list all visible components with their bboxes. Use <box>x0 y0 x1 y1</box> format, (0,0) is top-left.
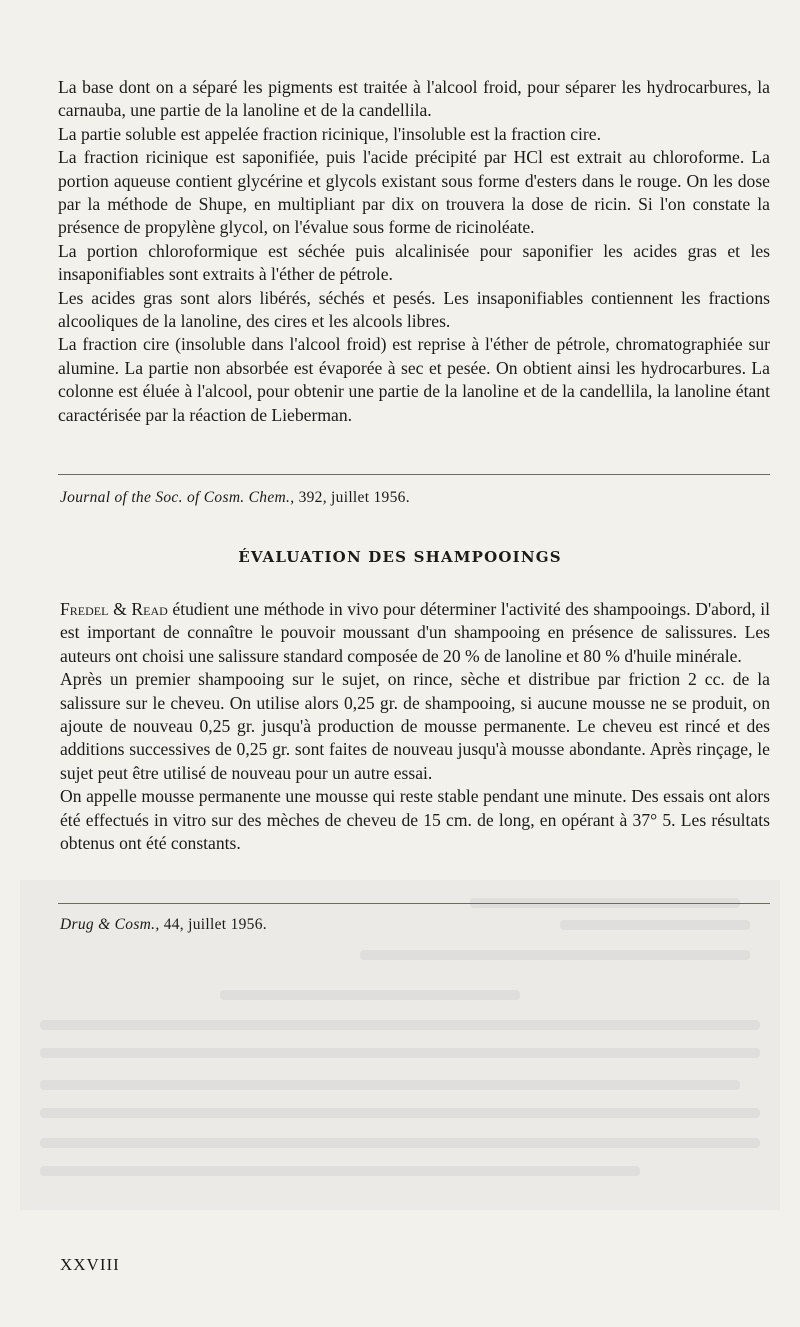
section-body <box>60 598 770 855</box>
page-number: XXVIII <box>60 1255 120 1274</box>
paragraph <box>60 598 770 668</box>
citation-details: 44, juillet 1956. <box>163 916 267 933</box>
paragraph: La portion chloroformique est séchée puis alcalinisée pour saponifier les acides gras et les insaponifiables sont extraits à l'éther de pétrole. <box>58 240 770 285</box>
journal-name: Drug & Cosm., <box>60 916 160 933</box>
paragraph: La fraction cire (insoluble dans l'alcool froid) est reprise à l'éther de pétrole, chromatographiée sur alumine. La partie non absorbée est évaporée à sec et pesée. On obtient ainsi les hydrocarbures. La colonne est éluée à l'alcool, pour obtenir une partie de la lanoline et de la candellila, la lanoline étant caractérisée par la réaction de Lieberman. <box>58 334 770 425</box>
divider-rule <box>58 474 770 475</box>
paragraph: La base dont on a séparé les pigments est traitée à l'alcool froid, pour séparer les hydrocarbures, la carnauba, une partie de la lanoline et de la candellila. <box>58 77 770 121</box>
reference-citation <box>60 916 267 934</box>
paragraph: On appelle mousse permanente une mousse qui reste stable pendant une minute. Des essais ont alors été effectués in vitro sur des mèches de cheveu de 15 cm. de long, en opérant à 37° 5. Les résultats obtenus ont été constants. <box>60 786 770 854</box>
body-text-block <box>58 76 770 427</box>
paragraph: La fraction ricinique est saponifiée, puis l'acide précipité par HCl est extrait au chloroforme. La portion aqueuse contient glycérine et glycols existant sous forme d'esters dans le rouge. On les dose par la méthode de Shupe, en multipliant par dix on trouvera la dose de ricin. Si l'on constate la présence de propylène glycol, on l'évalue sous forme de ricinoléate. <box>58 147 770 238</box>
reference-citation <box>60 489 410 507</box>
paragraph: Les acides gras sont alors libérés, séchés et pesés. Les insaponifiables contiennent les fractions alcooliques de la lanoline, des cires et les alcools libres. <box>58 287 770 332</box>
paragraph: La partie soluble est appelée fraction ricinique, l'insoluble est la fraction cire. <box>58 123 601 144</box>
authors: Fredel & Read <box>60 599 168 619</box>
paragraph-text: étudient une méthode in vivo pour déterminer l'activité des shampooings. D'abord, il est important de connaître le pouvoir moussant d'un shampooing en présence de salissures. Les auteurs ont choisi une salissure standard composée de 20 % de lanoline et 80 % d'huile minérale. <box>60 599 770 666</box>
section-heading: ÉVALUATION DES SHAMPOOINGS <box>238 548 562 566</box>
paragraph: Après un premier shampooing sur le sujet, on rince, sèche et distribue par friction 2 cc. de la salissure sur le cheveu. On utilise alors 0,25 gr. de shampooing, si aucune mousse ne se produit, on ajoute de nouveau 0,25 gr. jusqu'à production de mousse permanente. Le cheveu est rincé et des additions successives de 0,25 gr. sont faites de nouveau jusqu'à mousse abondante. Après rinçage, le sujet peut être utilisé de nouveau pour un autre essai. <box>60 669 770 783</box>
journal-name: Journal of the Soc. of Cosm. Chem., <box>60 489 295 506</box>
citation-details: 392, juillet 1956. <box>298 489 410 506</box>
divider-rule <box>58 903 770 904</box>
